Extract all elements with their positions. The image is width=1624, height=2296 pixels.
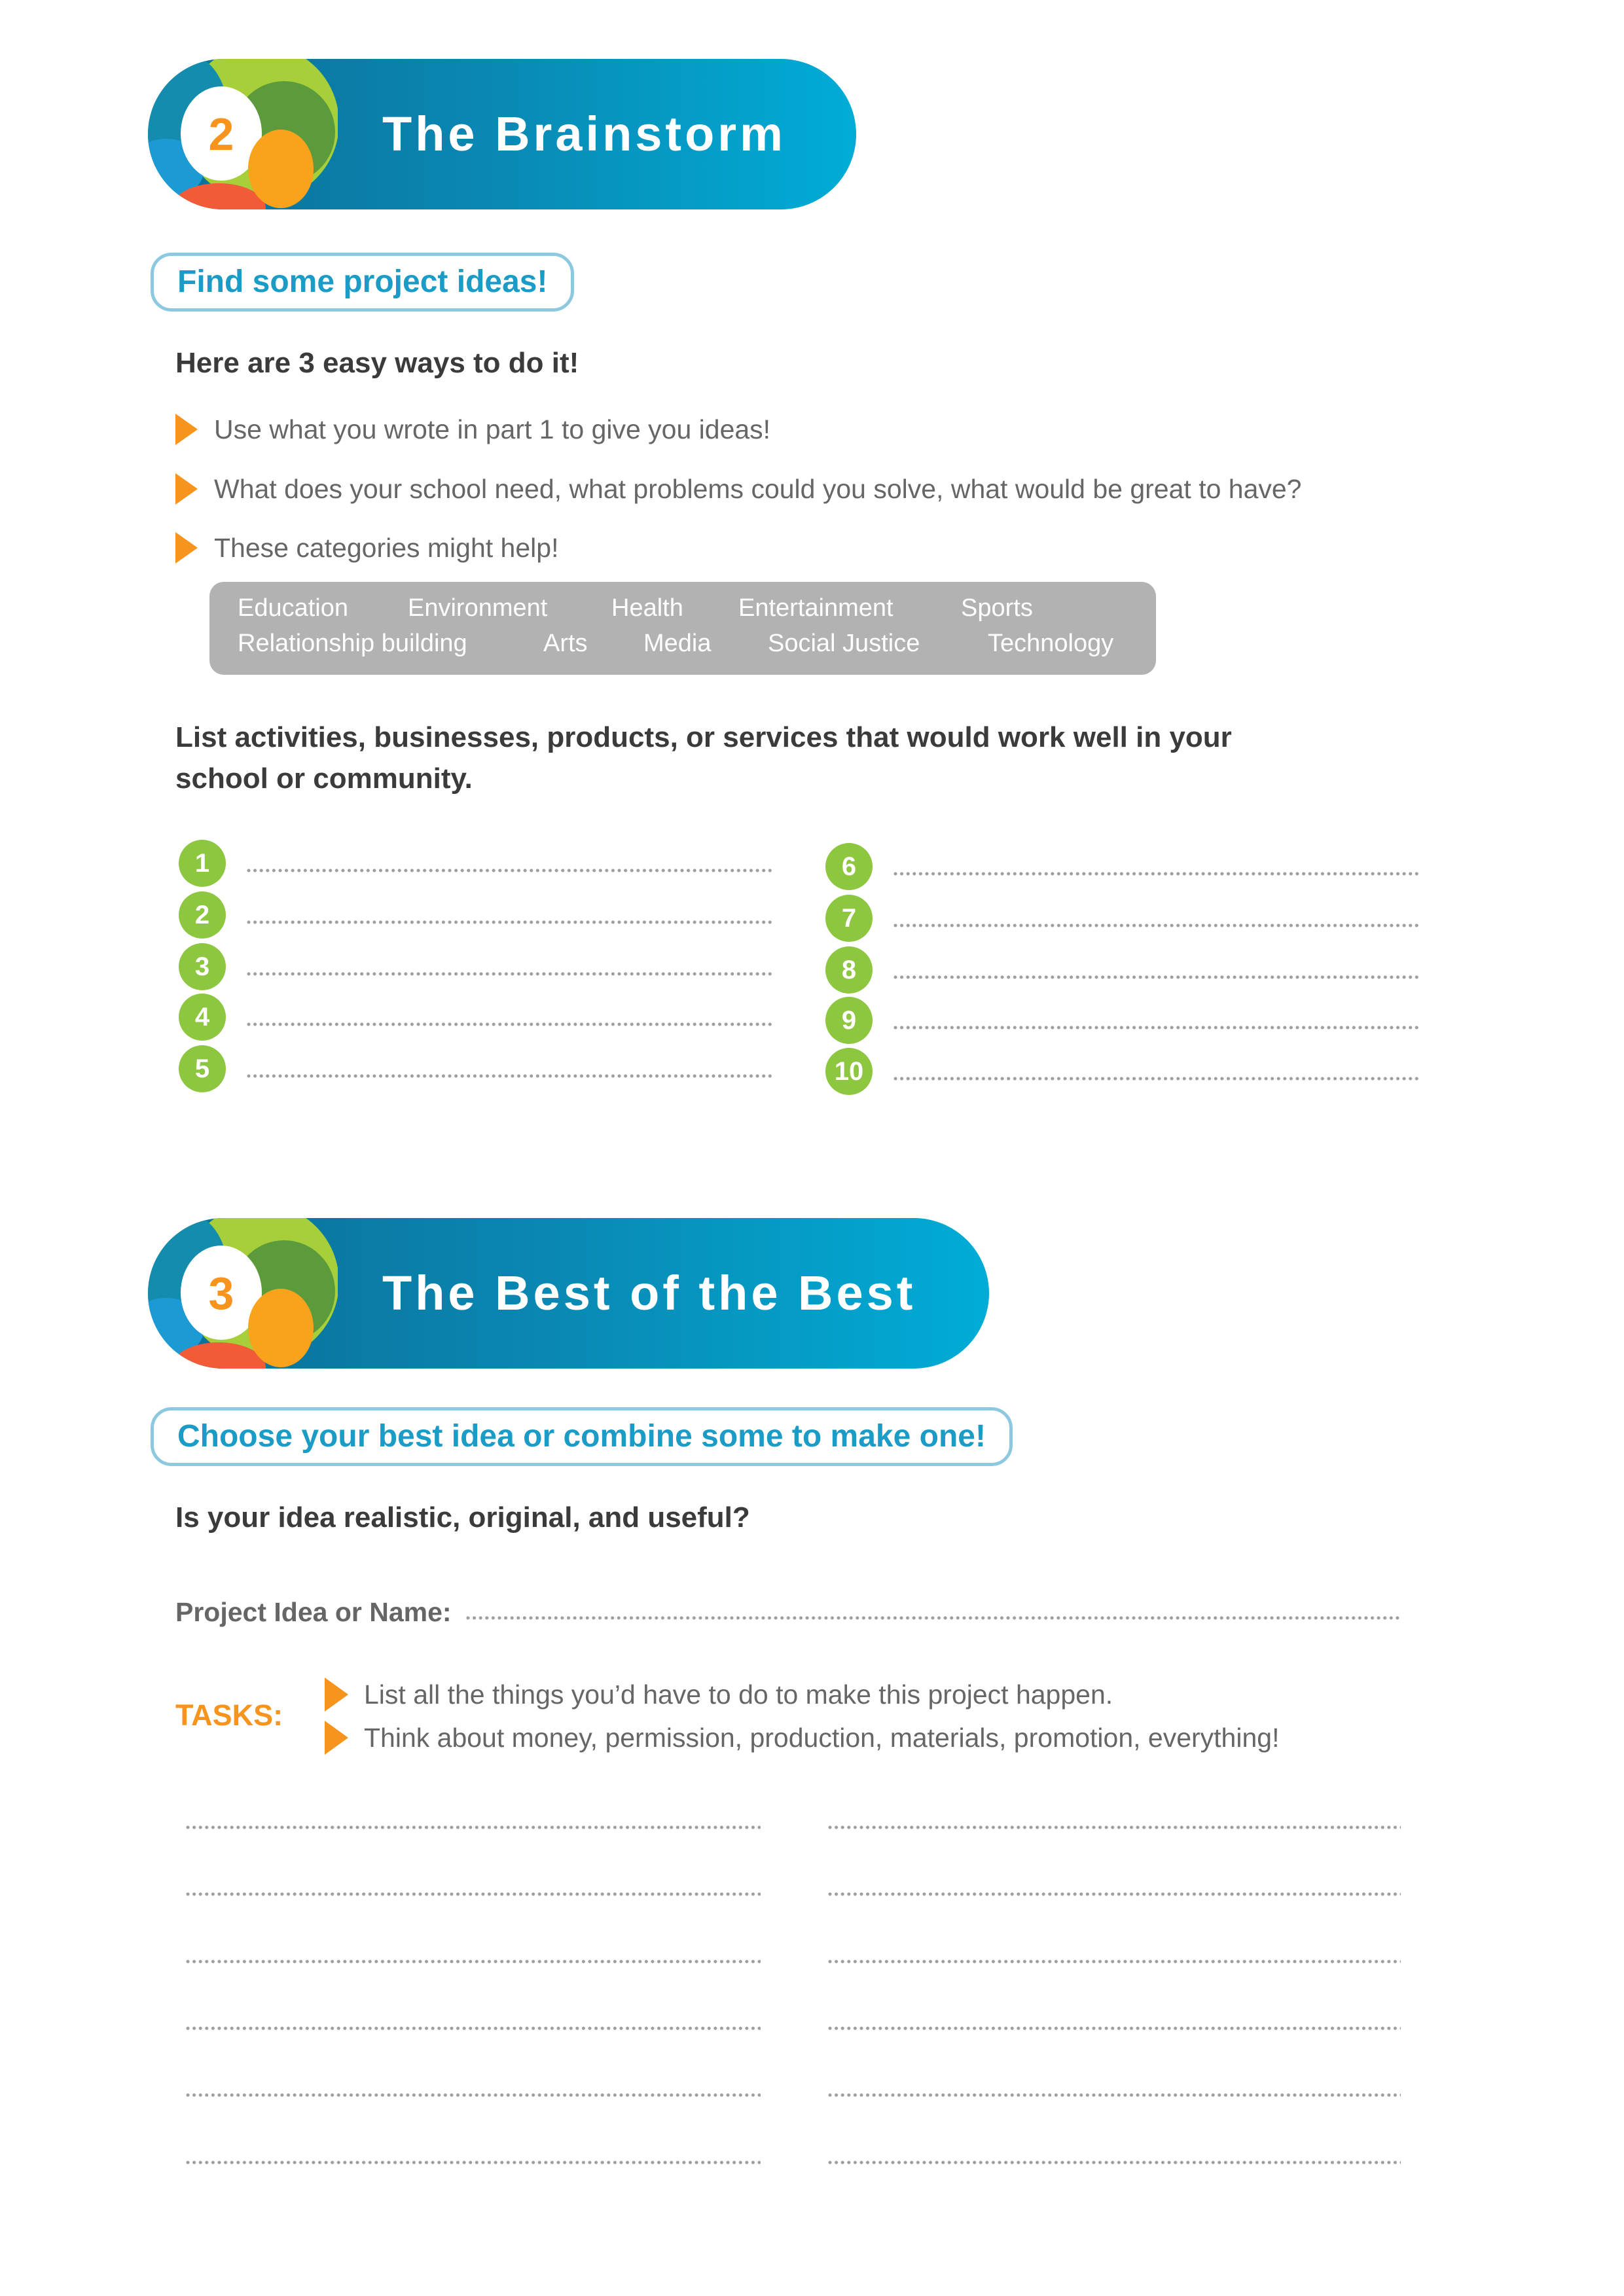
- number-circle: 7: [825, 895, 873, 942]
- write-line: [186, 1825, 761, 1829]
- section-header-best-of-best: [148, 1218, 989, 1369]
- question-heading: Is your idea realistic, original, and useful?: [175, 1501, 750, 1534]
- task-bullet-item: [325, 1675, 1113, 1714]
- write-line: [247, 1074, 772, 1078]
- tasks-label: TASKS:: [175, 1698, 283, 1732]
- write-line: [828, 2093, 1401, 2097]
- write-line: [247, 920, 772, 924]
- category-label: Media: [643, 630, 712, 657]
- project-name-label: Project Idea or Name:: [175, 1597, 452, 1627]
- write-line: [186, 2093, 761, 2097]
- write-line: [828, 1892, 1401, 1896]
- list-prompt-line: school or community.: [175, 762, 473, 795]
- write-line: [893, 1026, 1419, 1030]
- list-prompt-line: List activities, businesses, products, or services that would work well in your: [175, 721, 1232, 753]
- bullet-text: Use what you wrote in part 1 to give you ideas!: [214, 414, 771, 444]
- task-text: Think about money, permission, production, materials, promotion, everything!: [364, 1723, 1280, 1753]
- section-title: The Best of the Best: [382, 1266, 916, 1320]
- write-line: [186, 2161, 761, 2164]
- section-subtitle-box: Choose your best idea or combine some to make one!: [151, 1407, 1013, 1466]
- write-line: [466, 1616, 1399, 1620]
- number-circle: 1: [179, 840, 226, 887]
- intro-heading: Here are 3 easy ways to do it!: [175, 347, 579, 379]
- write-line: [828, 2026, 1401, 2030]
- task-bullet-item: [325, 1718, 1279, 1757]
- play-triangle-icon: [175, 473, 198, 505]
- number-circle: 3: [179, 943, 226, 990]
- write-line: [893, 975, 1419, 979]
- write-line: [828, 1825, 1401, 1829]
- category-label: Health: [611, 594, 683, 622]
- category-label: Entertainment: [738, 594, 893, 622]
- section-number: 2: [208, 109, 234, 160]
- category-label: Relationship building: [238, 630, 467, 657]
- task-text: List all the things you’d have to do to make this project happen.: [364, 1679, 1113, 1710]
- write-line: [186, 2026, 761, 2030]
- write-line: [893, 872, 1419, 876]
- bullet-item: [175, 469, 1301, 509]
- section-title: The Brainstorm: [382, 107, 786, 161]
- category-label: Education: [238, 594, 349, 622]
- bullet-item: [175, 410, 770, 449]
- play-triangle-icon: [175, 532, 198, 564]
- write-line: [186, 1892, 761, 1896]
- emblem-orange-swoosh: [248, 1289, 314, 1367]
- category-label: Technology: [988, 630, 1114, 657]
- write-line: [893, 1077, 1419, 1081]
- write-line: [186, 1960, 761, 1964]
- bullet-text: What does your school need, what problems could you solve, what would be great to have?: [214, 474, 1302, 504]
- number-circle: 6: [825, 843, 873, 890]
- write-line: [247, 869, 772, 872]
- number-circle: 10: [825, 1048, 873, 1095]
- number-circle: 9: [825, 997, 873, 1044]
- write-line: [893, 924, 1419, 927]
- write-line: [828, 1960, 1401, 1964]
- bullet-text: These categories might help!: [214, 533, 559, 563]
- bullet-item: [175, 528, 558, 567]
- categories-box: [209, 582, 1156, 675]
- write-line: [247, 972, 772, 976]
- write-line: [247, 1022, 772, 1026]
- category-label: Arts: [543, 630, 588, 657]
- play-triangle-icon: [175, 414, 198, 445]
- category-label: Social Justice: [768, 630, 920, 657]
- number-circle: 4: [179, 994, 226, 1041]
- number-circle: 2: [179, 891, 226, 939]
- number-circle: 5: [179, 1045, 226, 1092]
- section-header-brainstorm: [148, 59, 856, 209]
- section-number: 3: [208, 1268, 234, 1319]
- write-line: [828, 2161, 1401, 2164]
- category-label: Sports: [961, 594, 1033, 622]
- project-name-row: [175, 1592, 1399, 1632]
- category-label: Environment: [408, 594, 548, 622]
- section-subtitle-box: Find some project ideas!: [151, 253, 574, 312]
- play-triangle-icon: [325, 1677, 348, 1712]
- number-circle: 8: [825, 946, 873, 994]
- emblem-orange-swoosh: [248, 130, 314, 208]
- play-triangle-icon: [325, 1721, 348, 1755]
